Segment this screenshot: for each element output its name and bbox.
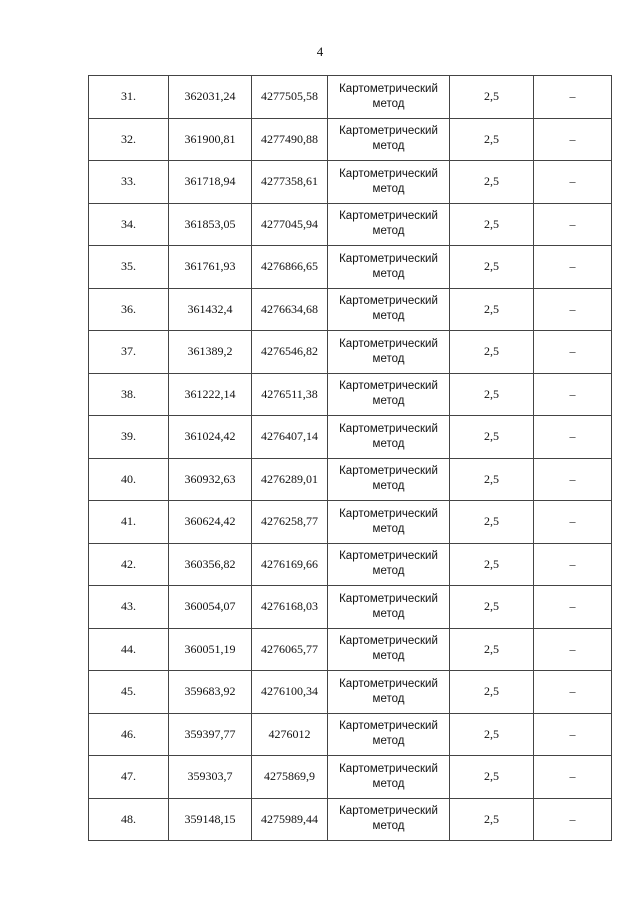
method-cell: Картометрический метод [328, 288, 450, 331]
table-row [89, 671, 612, 714]
note-cell: – [534, 203, 612, 246]
method-cell: Картометрический метод [328, 161, 450, 204]
accuracy-cell: 2,5 [450, 373, 534, 416]
y-coordinate-cell: 4276168,03 [252, 586, 328, 629]
method-cell: Картометрический метод [328, 331, 450, 374]
accuracy-cell: 2,5 [450, 756, 534, 799]
page-number: 4 [316, 44, 324, 59]
y-coordinate-cell: 4276511,38 [252, 373, 328, 416]
accuracy-cell: 2,5 [450, 203, 534, 246]
accuracy-cell: 2,5 [450, 501, 534, 544]
y-coordinate-cell: 4276258,77 [252, 501, 328, 544]
x-coordinate-cell: 359397,77 [169, 713, 252, 756]
y-coordinate-cell: 4276866,65 [252, 246, 328, 289]
point-number-cell: 40. [89, 458, 169, 501]
note-cell: – [534, 671, 612, 714]
x-coordinate-cell: 360932,63 [169, 458, 252, 501]
note-cell: – [534, 756, 612, 799]
point-number-cell: 46. [89, 713, 169, 756]
x-coordinate-cell: 359303,7 [169, 756, 252, 799]
table-row [89, 246, 612, 289]
coordinates-table [88, 75, 612, 841]
note-cell: – [534, 118, 612, 161]
table-row [89, 416, 612, 459]
table-row [89, 798, 612, 841]
x-coordinate-cell: 360624,42 [169, 501, 252, 544]
point-number-cell: 44. [89, 628, 169, 671]
note-cell: – [534, 246, 612, 289]
table-row [89, 543, 612, 586]
table-row [89, 713, 612, 756]
method-cell: Картометрический метод [328, 501, 450, 544]
y-coordinate-cell: 4276634,68 [252, 288, 328, 331]
note-cell: – [534, 161, 612, 204]
table-row [89, 331, 612, 374]
accuracy-cell: 2,5 [450, 161, 534, 204]
table-row [89, 118, 612, 161]
note-cell: – [534, 543, 612, 586]
x-coordinate-cell: 359683,92 [169, 671, 252, 714]
point-number-cell: 43. [89, 586, 169, 629]
method-cell: Картометрический метод [328, 671, 450, 714]
accuracy-cell: 2,5 [450, 246, 534, 289]
accuracy-cell: 2,5 [450, 288, 534, 331]
note-cell: – [534, 288, 612, 331]
x-coordinate-cell: 361718,94 [169, 161, 252, 204]
y-coordinate-cell: 4276012 [252, 713, 328, 756]
accuracy-cell: 2,5 [450, 671, 534, 714]
method-cell: Картометрический метод [328, 713, 450, 756]
note-cell: – [534, 586, 612, 629]
point-number-cell: 36. [89, 288, 169, 331]
method-cell: Картометрический метод [328, 373, 450, 416]
accuracy-cell: 2,5 [450, 118, 534, 161]
x-coordinate-cell: 360054,07 [169, 586, 252, 629]
point-number-cell: 38. [89, 373, 169, 416]
note-cell: – [534, 416, 612, 459]
point-number-cell: 33. [89, 161, 169, 204]
table-row [89, 756, 612, 799]
table-row [89, 501, 612, 544]
method-cell: Картометрический метод [328, 586, 450, 629]
x-coordinate-cell: 361432,4 [169, 288, 252, 331]
accuracy-cell: 2,5 [450, 543, 534, 586]
table-body [89, 76, 612, 841]
x-coordinate-cell: 361853,05 [169, 203, 252, 246]
y-coordinate-cell: 4277490,88 [252, 118, 328, 161]
y-coordinate-cell: 4276100,34 [252, 671, 328, 714]
method-cell: Картометрический метод [328, 458, 450, 501]
point-number-cell: 42. [89, 543, 169, 586]
y-coordinate-cell: 4276289,01 [252, 458, 328, 501]
table-row [89, 161, 612, 204]
point-number-cell: 45. [89, 671, 169, 714]
x-coordinate-cell: 362031,24 [169, 76, 252, 119]
x-coordinate-cell: 359148,15 [169, 798, 252, 841]
point-number-cell: 31. [89, 76, 169, 119]
y-coordinate-cell: 4276169,66 [252, 543, 328, 586]
x-coordinate-cell: 361222,14 [169, 373, 252, 416]
method-cell: Картометрический метод [328, 543, 450, 586]
x-coordinate-cell: 361024,42 [169, 416, 252, 459]
note-cell: – [534, 798, 612, 841]
point-number-cell: 37. [89, 331, 169, 374]
accuracy-cell: 2,5 [450, 628, 534, 671]
point-number-cell: 34. [89, 203, 169, 246]
note-cell: – [534, 501, 612, 544]
x-coordinate-cell: 361900,81 [169, 118, 252, 161]
method-cell: Картометрический метод [328, 756, 450, 799]
x-coordinate-cell: 361761,93 [169, 246, 252, 289]
note-cell: – [534, 373, 612, 416]
x-coordinate-cell: 360051,19 [169, 628, 252, 671]
method-cell: Картометрический метод [328, 203, 450, 246]
y-coordinate-cell: 4277045,94 [252, 203, 328, 246]
point-number-cell: 41. [89, 501, 169, 544]
method-cell: Картометрический метод [328, 628, 450, 671]
table-row [89, 628, 612, 671]
y-coordinate-cell: 4276065,77 [252, 628, 328, 671]
y-coordinate-cell: 4275989,44 [252, 798, 328, 841]
note-cell: – [534, 458, 612, 501]
y-coordinate-cell: 4276546,82 [252, 331, 328, 374]
y-coordinate-cell: 4275869,9 [252, 756, 328, 799]
x-coordinate-cell: 361389,2 [169, 331, 252, 374]
y-coordinate-cell: 4277358,61 [252, 161, 328, 204]
accuracy-cell: 2,5 [450, 586, 534, 629]
accuracy-cell: 2,5 [450, 713, 534, 756]
note-cell: – [534, 713, 612, 756]
point-number-cell: 35. [89, 246, 169, 289]
method-cell: Картометрический метод [328, 118, 450, 161]
note-cell: – [534, 331, 612, 374]
method-cell: Картометрический метод [328, 798, 450, 841]
table-row [89, 288, 612, 331]
table-row [89, 76, 612, 119]
method-cell: Картометрический метод [328, 246, 450, 289]
y-coordinate-cell: 4277505,58 [252, 76, 328, 119]
table-row [89, 458, 612, 501]
method-cell: Картометрический метод [328, 416, 450, 459]
accuracy-cell: 2,5 [450, 458, 534, 501]
point-number-cell: 48. [89, 798, 169, 841]
point-number-cell: 32. [89, 118, 169, 161]
accuracy-cell: 2,5 [450, 331, 534, 374]
point-number-cell: 47. [89, 756, 169, 799]
table-row [89, 586, 612, 629]
point-number-cell: 39. [89, 416, 169, 459]
y-coordinate-cell: 4276407,14 [252, 416, 328, 459]
accuracy-cell: 2,5 [450, 416, 534, 459]
note-cell: – [534, 628, 612, 671]
table-row [89, 373, 612, 416]
x-coordinate-cell: 360356,82 [169, 543, 252, 586]
method-cell: Картометрический метод [328, 76, 450, 119]
accuracy-cell: 2,5 [450, 798, 534, 841]
table-row [89, 203, 612, 246]
accuracy-cell: 2,5 [450, 76, 534, 119]
note-cell: – [534, 76, 612, 119]
